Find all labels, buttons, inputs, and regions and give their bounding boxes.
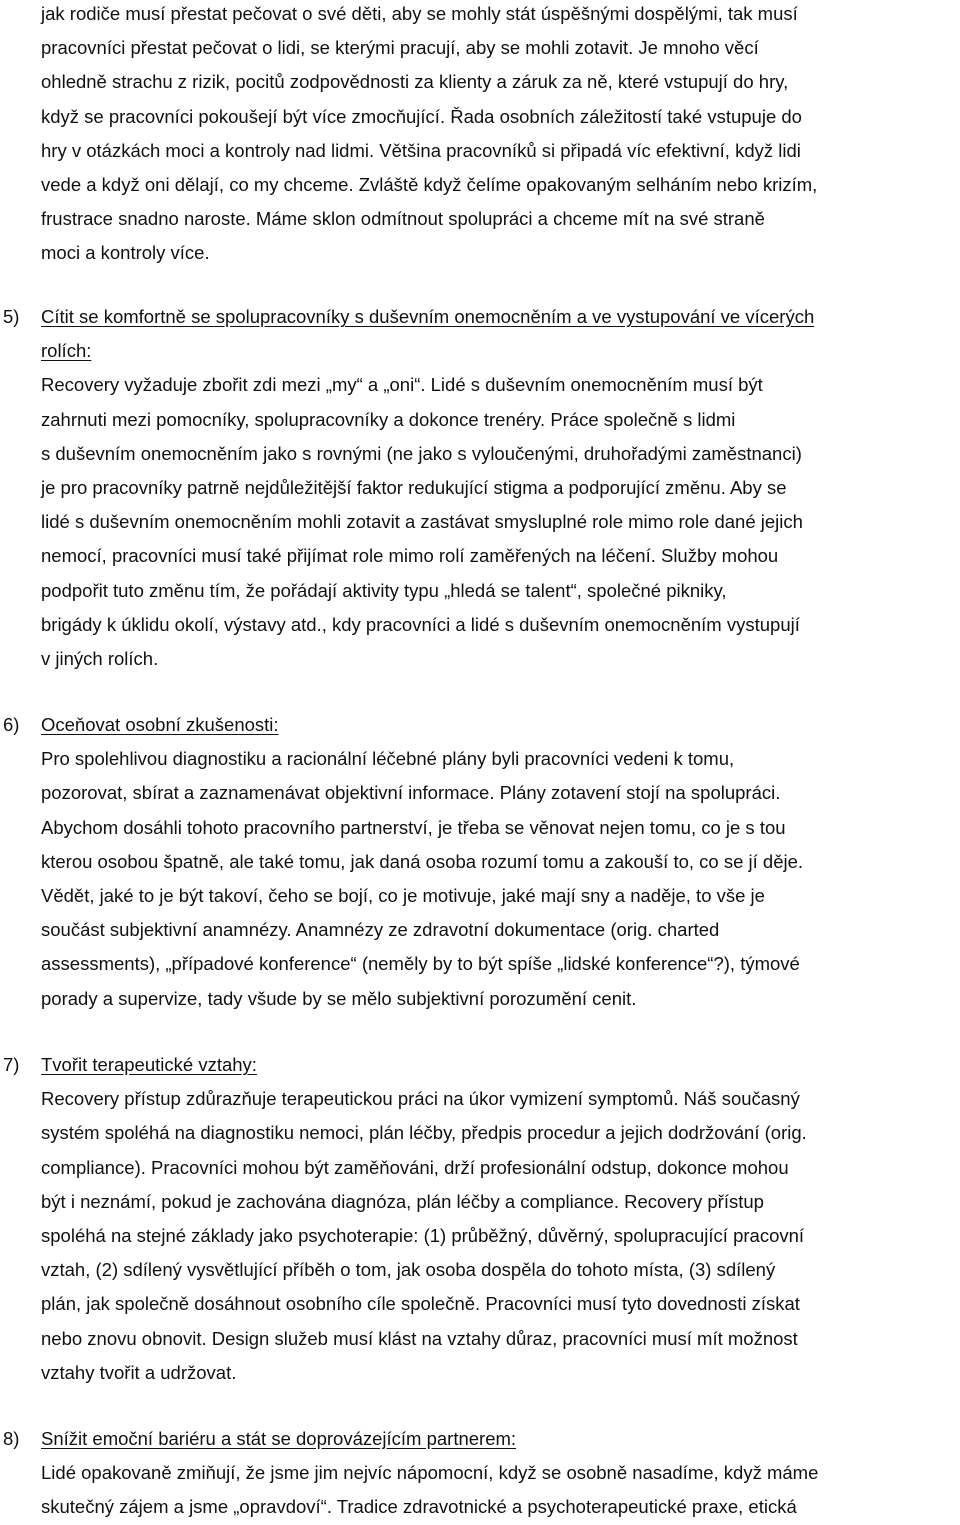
section-body (41, 1456, 957, 1524)
heading-line: rolích: (41, 340, 92, 362)
text-line: plán, jak společně dosáhnout osobního cíle společně. Pracovníci musí tyto dovednosti získat (41, 1293, 800, 1315)
text-line: je pro pracovníky patrně nejdůležitější faktor redukující stigma a podporující změnu. Aby se (41, 476, 787, 498)
text-line: v jiných rolích. (41, 647, 159, 669)
text-line: vztahy tvořit a udržovat. (41, 1361, 237, 1383)
text-line: Pro spolehlivou diagnostiku a racionální léčebné plány byli pracovníci vedeni k tomu, (41, 748, 735, 770)
text-line: Vědět, jaké to je být takoví, čeho se bojí, co je motivuje, jaké mají sny a naděje, to vše je (41, 884, 765, 906)
section-number: 6) (3, 714, 20, 735)
text-line: frustrace snadno naroste. Máme sklon odmítnout spolupráci a chceme mít na své straně (41, 208, 765, 230)
text-line: hry v otázkách moci a kontroly nad lidmi. Většina pracovníků si připadá víc efektivní, když lidi (41, 139, 801, 161)
section-heading (41, 1048, 957, 1082)
section-heading (41, 1422, 957, 1456)
heading-line: Oceňovat osobní zkušenosti: (41, 714, 279, 735)
text-line: pozorovat, sbírat a zaznamenávat objektivní informace. Plány zotavení stojí na spolupráci. (41, 782, 781, 804)
text-line: compliance). Pracovníci mohou být zaměňováni, drží profesionální odstup, dokonce mohou (41, 1156, 789, 1178)
text-line: vztah, (2) sdílený vysvětlující příběh o tom, jak osoba dospěla do tohoto místa, (3) sdílený (41, 1259, 776, 1281)
text-line: být i neznámí, pokud je zachována diagnóza, plán léčby a compliance. Recovery přístup (41, 1190, 764, 1212)
text-line: brigády k úklidu okolí, výstavy atd., kdy pracovníci a lidé s duševním onemocněním vystupují (41, 613, 800, 635)
heading-line: Cítit se komfortně se spolupracovníky s duševním onemocněním a ve vystupování ve vícerých (41, 306, 815, 327)
section-number: 5) (3, 306, 20, 327)
text-line: skutečný zájem a jsme „opravdoví“. Tradice zdravotnické a psychoterapeutické praxe, etická (41, 1496, 797, 1518)
text-line: porady a supervize, tady všude by se mělo subjektivní porozumění cenit. (41, 987, 637, 1009)
text-line: assessments), „případové konference“ (neměly by to být spíše „lidské konference“?), týmové (41, 953, 800, 975)
text-line: vede a když oni dělají, co my chceme. Zvláště když čelíme opakovaným selháním nebo krizím, (41, 173, 818, 195)
section-number: 7) (3, 1054, 20, 1075)
text-line: Recovery přístup zdůrazňuje terapeutickou práci na úkor vymizení symptomů. Náš současný (41, 1088, 800, 1110)
text-line: lidé s duševním onemocněním mohli zotavit a zastávat smysluplné role mimo role dané jejich (41, 511, 803, 533)
intro-paragraph (41, 0, 957, 271)
text-line: systém spoléhá na diagnostiku nemoci, plán léčby, předpis procedur a jejich dodržování (orig. (41, 1122, 807, 1144)
text-line: když se pracovníci pokoušejí být více zmocňující. Řada osobních záležitostí také vstupuje do (41, 105, 802, 127)
section-body (41, 368, 957, 676)
section-body (41, 742, 957, 1016)
section-heading (41, 300, 957, 368)
text-line: ohledně strachu z rizik, pocitů zodpovědnosti za klienty a záruk za ně, které vstupují do hry, (41, 71, 789, 93)
heading-line: Snížit emoční bariéru a stát se doprovázejícím partnerem: (41, 1428, 517, 1449)
text-line: součást subjektivní anamnézy. Anamnézy ze zdravotní dokumentace (orig. charted (41, 919, 720, 941)
text-line: moci a kontroly více. (41, 242, 210, 264)
text-line: s duševním onemocněním jako s rovnými (ne jako s vyloučenými, druhořadými zaměstnanci) (41, 442, 802, 464)
text-line: kterou osobou špatně, ale také tomu, jak daná osoba rozumí tomu a zakouší to, co se jí děje. (41, 850, 804, 872)
heading-line: Tvořit terapeutické vztahy: (41, 1054, 257, 1075)
text-line: zahrnuti mezi pomocníky, spolupracovníky a dokonce trenéry. Práce společně s lidmi (41, 408, 736, 430)
text-line: Recovery vyžaduje zbořit zdi mezi „my“ a „oni“. Lidé s duševním onemocněním musí být (41, 374, 763, 396)
text-line: pracovníci přestat pečovat o lidi, se kterými pracují, aby se mohli zotavit. Je mnoho věcí (41, 37, 759, 59)
section-number: 8) (3, 1428, 20, 1449)
text-line: jak rodiče musí přestat pečovat o své děti, aby se mohly stát úspěšnými dospělými, tak musí (41, 3, 798, 24)
text-line: podpořit tuto změnu tím, že pořádají aktivity typu „hledá se talent“, společné pikniky, (41, 579, 727, 601)
text-line: nebo znovu obnovit. Design služeb musí klást na vztahy důraz, pracovníci musí mít možnost (41, 1327, 798, 1349)
text-line: Lidé opakovaně zmiňují, že jsme jim nejvíc nápomocní, když se osobně nasadíme, když máme (41, 1462, 819, 1484)
section-body (41, 1082, 957, 1390)
text-line: spoléhá na stejné základy jako psychoterapie: (1) průběžný, důvěrný, spolupracující pracovní (41, 1224, 805, 1246)
section-heading (41, 708, 957, 742)
text-line: Abychom dosáhli tohoto pracovního partnerství, je třeba se věnovat nejen tomu, co je s tou (41, 816, 786, 838)
text-line: nemocí, pracovníci musí také přijímat role mimo rolí zaměřených na léčení. Služby mohou (41, 545, 779, 567)
